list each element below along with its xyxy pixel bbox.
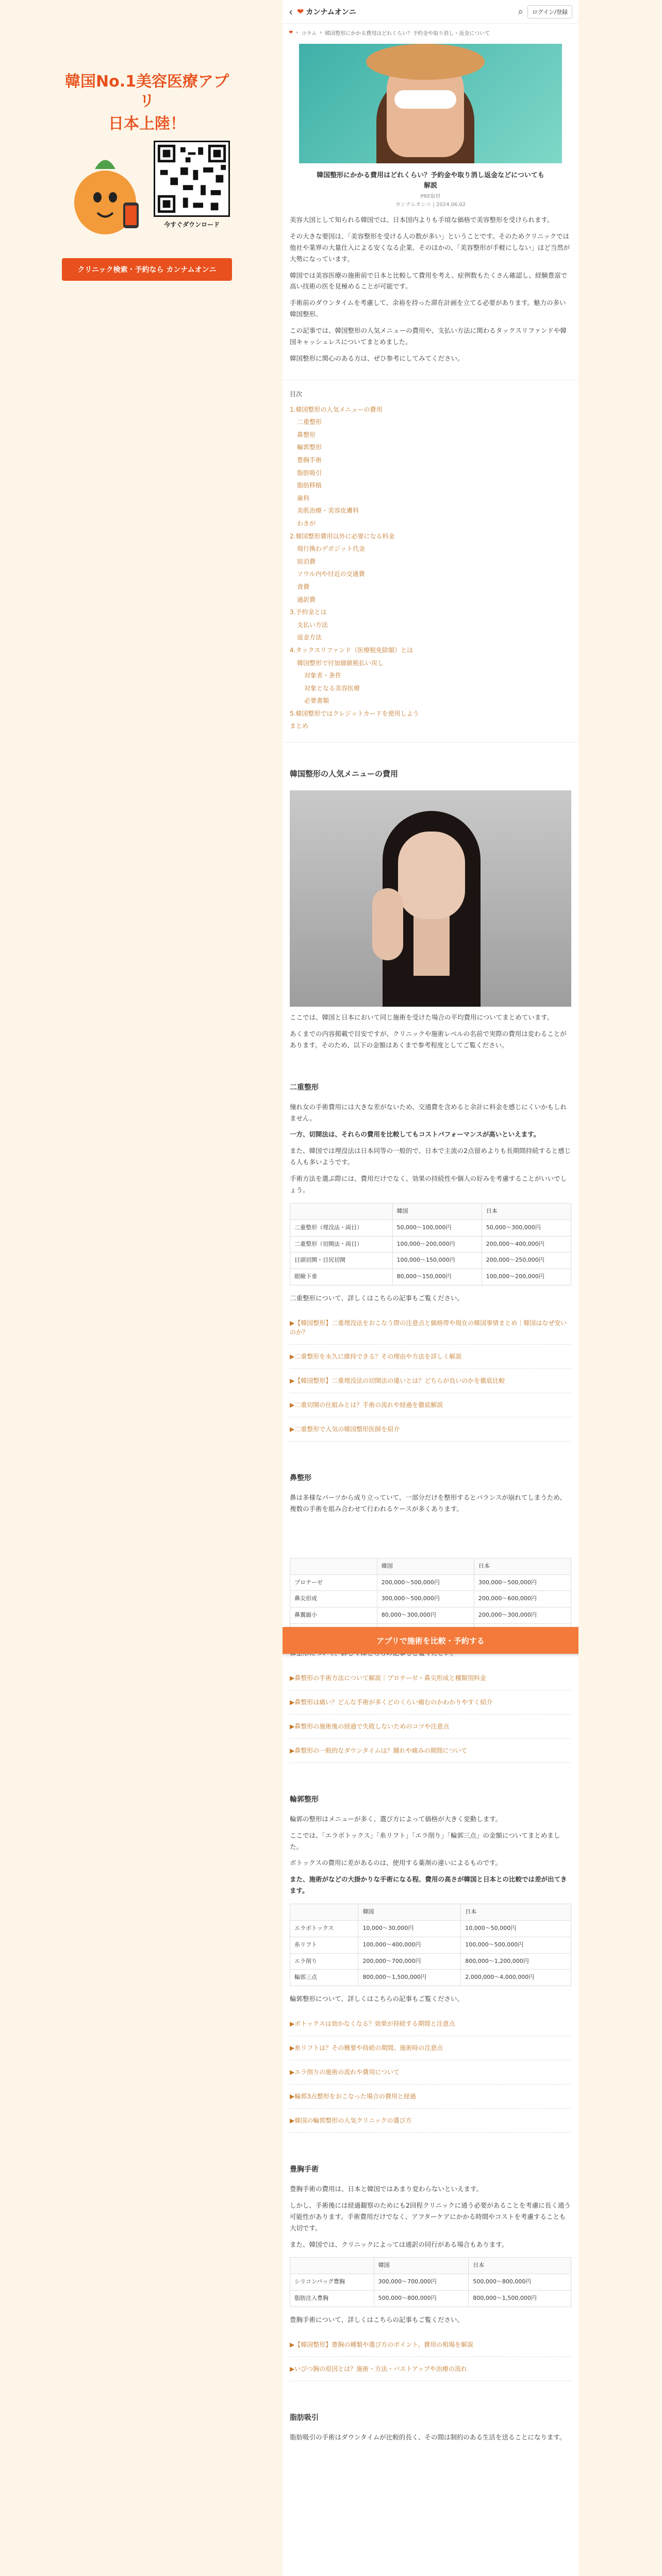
section-paragraph: あくまでの内容掲載で目安ですが、クリニックや施術レベルの名前で実際の費用は変わることがあります。そのため、以下の金額はあくまで参考程度としてご覧ください。 [290,1029,567,1049]
table-row [290,1252,571,1269]
toc-item[interactable]: ソウル内や付近の交通費 [297,570,365,578]
toc-item[interactable]: 脂肪移植 [297,482,322,489]
related-article-link[interactable]: ▶二重切開の仕組みとは？手術の流れや経過を徹底解説 [290,1393,571,1417]
table-row [290,1591,571,1607]
subsection-heading: 豊胸手術 [290,2165,319,2174]
app-promo-panel [62,72,232,281]
section-heading: 韓国整形の人気メニューの費用 [290,769,399,779]
breadcrumb-sep-icon: › [320,30,322,36]
intro-paragraph: この記事では、韓国整形の人気メニューの費用や、支払い方法に関わるタックスリファンドや韓国キャッシュレスについてまとめました。 [290,327,567,346]
table-cell: 2,000,000〜4,000,000円 [461,1970,571,1986]
table-cell: 300,000〜500,000円 [474,1574,571,1591]
article-column [283,0,578,2576]
section-paragraph: 脂肪吸引の手術はダウンタイムが比較的長く、その間は制約のある生活を送ることになります。 [290,2433,566,2441]
related-article-link[interactable]: ▶エラ削りの施術の流れや費用について [290,2060,571,2084]
related-article-link[interactable]: ▶鼻整形は痛い？どんな手術が多くどのくらい痛むのかわかりやすく紹介 [290,1690,571,1715]
related-article-link[interactable]: ▶鼻整形の手術方法について解説｜プロテーゼ・鼻尖形成と種類別料金 [290,1666,571,1690]
intro-paragraph: その大きな要因は、「美容整形を受ける人の数が多い」ということです。そのためクリニックでは他社や業界の大量仕入による安くなる企業、そのほかの、「美容整形が手軽にしない」ほど当然が大勢になっています。 [290,232,570,263]
promo-title: 韓国No.1美容医療アプリ [65,73,229,110]
column-header [290,1203,393,1219]
qr-code [154,141,230,217]
column-header: 韓国 [392,1203,482,1219]
more-info-text: 二重整形について、詳しくはこちらの記事もご覧ください。 [290,1294,464,1302]
article-author: PRE取材 [420,194,441,199]
related-article-link[interactable]: ▶二重整形で人気の韓国整形医師を紹介 [290,1417,571,1442]
section-paragraph: 手術方法を選ぶ際には、費用だけでなく、効果の持続性や個人の好みを考慮することがいいでしょう。 [290,1175,567,1194]
table-cell: 二重整形（切開法・両目） [290,1236,393,1252]
section-paragraph: また、施術がなどの大掛かりな手術になる程、費用の高さが韓国と日本との比較では差が出てきます。 [290,1875,567,1895]
column-header: 韓国 [358,1904,461,1921]
column-header: 日本 [461,1904,571,1921]
toc-item[interactable]: 通訳費 [297,596,316,603]
column-header [290,1558,377,1574]
more-info-text: 豊胸手術について、詳しくはこちらの記事もご覧ください。 [290,2316,464,2324]
table-cell: 800,000〜1,500,000円 [469,2291,571,2307]
toc-item[interactable]: 対象となる美容医療 [304,684,360,692]
column-header: 日本 [482,1203,571,1219]
article-date: カンナムオンニ | 2024.06.02 [395,202,466,208]
table-of-contents [283,380,578,742]
toc-item[interactable]: 3.予約金とは [290,608,327,616]
table-cell: 80,000〜150,000円 [392,1269,482,1285]
breadcrumb-item[interactable]: コラム [301,31,317,37]
intro-paragraph: 手術前のダウンタイムを考慮して、余裕を持った滞在計画を立てる必要があります。魅力の多い韓国整形。 [290,299,566,318]
subsection-heading: 二重整形 [290,1083,319,1092]
home-icon[interactable]: ❤ [289,30,293,36]
table-cell: 200,000〜250,000円 [482,1252,571,1269]
table-row [290,1920,571,1937]
toc-item[interactable]: 輪郭整形 [297,444,322,451]
table-cell: 800,000〜1,200,000円 [461,1953,571,1970]
promo-subtitle: 日本上陸！ [108,115,186,133]
toc-item[interactable]: 歯科 [297,494,310,502]
toc-item[interactable]: 支払い方法 [297,621,328,629]
table-cell: 二重整形（埋没法・両目） [290,1219,393,1236]
price-table [290,1904,571,1986]
table-cell: 100,000〜200,000円 [482,1269,571,1285]
table-header-row [290,1904,571,1921]
table-cell: 800,000〜1,500,000円 [358,1970,461,1986]
price-table [290,1203,571,1285]
logo-mark-icon: ❤ [297,7,304,16]
table-cell: 200,000〜700,000円 [358,1953,461,1970]
table-row [290,2274,571,2291]
table-header-row [290,2258,571,2274]
table-cell: 100,000〜200,000円 [392,1236,482,1252]
app-compare-booking-button[interactable]: アプリで施術を比較・予約する [283,1627,578,1654]
section-paragraph: ボトックスの費用に差があるのは、使用する薬剤の違いによるものです。 [290,1859,502,1867]
section-paragraph: 豊胸手術の費用は、日本と韓国ではあまり変わらないといえます。 [290,2185,483,2193]
table-header-row [290,1203,571,1219]
search-icon[interactable]: ⌕ [518,6,523,17]
table-cell: 500,000〜800,000円 [374,2291,469,2307]
breadcrumb-sep-icon: › [296,30,299,36]
related-article-link[interactable]: ▶ボトックスは効かなくなる？効果が持続する期間と注意点 [290,2012,571,2036]
table-cell: 鼻翼縮小 [290,1607,377,1624]
toc-item[interactable]: 5.韓国整形ではクレジットカードを使用しよう [290,709,419,717]
table-cell: 鼻尖形成 [290,1591,377,1607]
table-cell: 10,000〜50,000円 [461,1920,571,1937]
table-cell: 80,000〜300,000円 [377,1607,474,1624]
intro-paragraph: 韓国では美容医療の施術前で日本と比較して費用を考え、症例数もたくさん確認し、経験豊富で高い技術の医を見極めることが可能です。 [290,271,568,291]
related-article-link[interactable]: ▶【韓国整形】二重埋没法をおこなう際の注意点と価格帯や現在の韓国事情まとめ｜韓国はなぜ安いのか？ [290,1311,571,1345]
section-paragraph: 憧れ女の手術費用には大きな差がないため、交通費を含めると余計に料金を感じにくいかもしれません。 [290,1103,567,1122]
more-info-text: 輪郭整形について、詳しくはこちらの記事もご覧ください。 [290,1995,464,2003]
subsection-heading: 鼻整形 [290,1473,311,1482]
table-cell: 100,000〜500,000円 [461,1937,571,1953]
section-paragraph: ここでは、韓国と日本において同じ施術を受けた場合の平均費用についてまとめています。 [290,1013,554,1022]
subsection-heading: 輪郭整形 [290,1795,319,1804]
related-article-link[interactable]: ▶鼻整形の施術後の経過で失敗しないためのコツや注意点 [290,1715,571,1739]
table-row [290,1607,571,1624]
table-cell: 目頭切開・目尻切開 [290,1252,393,1269]
toc-item[interactable]: 現行換わデポジット代金 [297,545,366,553]
related-article-link[interactable]: ▶鼻整形の一般的なダウンタイムは？腫れや痛みの期間について [290,1739,571,1763]
table-cell: 10,000〜30,000円 [358,1920,461,1937]
table-row [290,1219,571,1236]
back-arrow-icon[interactable]: ‹ [289,5,293,18]
toc-item[interactable]: 韓国整形で付加価値税払い戻し [297,659,384,667]
breadcrumb [283,24,578,40]
login-button[interactable]: ログイン/登録 [527,5,572,19]
table-cell: エラ削り [290,1953,358,1970]
related-article-link[interactable]: ▶韓国の輪郭整形の人気クリニックの選び方 [290,2109,571,2133]
toc-item[interactable]: 鼻整形 [297,431,316,438]
table-header-row [290,1558,571,1574]
table-cell: 200,000〜400,000円 [482,1236,571,1252]
clinic-search-button[interactable]: クリニック検索・予約なら カンナムオンニ [62,258,232,281]
table-cell: プロテーゼ [290,1574,377,1591]
table-row [290,2291,571,2307]
subsection-heading: 脂肪吸引 [290,2413,319,2422]
model-photo [290,790,571,1007]
toc-item[interactable]: 2.韓国整形費用以外に必要になる料金 [290,532,395,540]
toc-item[interactable]: 対象者・条件 [304,672,342,680]
related-article-link[interactable]: ▶糸リフトは？その概要や持続の期間、施術時の注意点 [290,2036,571,2060]
column-header: 韓国 [377,1558,474,1574]
logo-text: カンナムオンニ [306,8,356,16]
table-cell: 300,000〜700,000円 [374,2274,469,2291]
mascot-illustration [64,141,146,249]
column-header: 韓国 [374,2258,469,2274]
intro-paragraph: 美容大国として知られる韓国では、日本国内よりも手頃な価格で美容整形を受けられます。 [290,216,554,224]
table-cell: 眼瞼下垂 [290,1269,393,1285]
hero-image [299,44,562,163]
toc-item[interactable]: 脂肪吸引 [297,469,322,477]
toc-item[interactable]: 必要書類 [304,697,329,705]
section-paragraph: 鼻は多様なパーツから成り立っていて、一部分だけを整形するとバランスが崩れてしまうため、複数の手術を組み合わせて行われるケースが多くあります。 [290,1493,566,1513]
site-logo[interactable] [297,7,356,17]
table-cell: 輪郭三点 [290,1970,358,1986]
toc-heading: 目次 [290,390,303,398]
toc-item[interactable]: 宿泊費 [297,557,316,565]
table-cell: 糸リフト [290,1937,358,1953]
column-header [290,2258,374,2274]
table-row [290,1574,571,1591]
toc-item[interactable]: 4.タックスリファンド（医療税免除額）とは [290,646,413,654]
related-article-link[interactable]: ▶二重整形を永久に維持できる？その理由や方法を詳しく解説 [290,1345,571,1369]
table-cell: エラボトックス [290,1920,358,1937]
table-cell: 50,000〜100,000円 [392,1219,482,1236]
table-cell: 200,000〜600,000円 [474,1591,571,1607]
table-cell: シリコンバッグ豊胸 [290,2274,374,2291]
table-cell: 200,000〜500,000円 [377,1574,474,1591]
column-header: 日本 [469,2258,571,2274]
table-cell: 100,000〜400,000円 [358,1937,461,1953]
toc-item[interactable]: 美肌治療・美容皮膚科 [297,507,359,515]
toc-item[interactable]: わきが [297,519,316,527]
related-article-link[interactable]: ▶輪郭3点整形をおこなった場合の費用と経過 [290,2084,571,2109]
section-paragraph: ここでは、「エラボトックス」「糸リフト」「エラ削り」「輪郭三点」の金額についてまとめました。 [290,1831,560,1851]
section-paragraph: 輪郭の整形はメニューが多く、選び方によって価格が大きく変動します。 [290,1815,502,1823]
top-bar [283,0,578,24]
table-row [290,1953,571,1970]
column-header [290,1904,358,1921]
column-header: 日本 [474,1558,571,1574]
article-title: 韓国整形にかかる費用はどれくらい？予約金や取り消し返金などについても解説 [317,172,544,190]
table-cell: 100,000〜150,000円 [392,1252,482,1269]
toc-item[interactable]: 返金方法 [297,634,322,641]
table-row [290,1937,571,1953]
table-cell: 200,000〜300,000円 [474,1607,571,1624]
table-cell: 50,000〜300,000円 [482,1219,571,1236]
section-paragraph: しかし、手術後には経過観察のためにも2回程クリニックに通う必要があることを考慮に長く通う可能性があります。手術費用だけでなく、アフターケアにかかる時間やコストを考慮することも大切です。 [290,2201,571,2232]
related-article-link[interactable]: ▶【韓国整形】豊胸の種類や選び方のポイント、費用の相場を解説 [290,2333,571,2357]
breadcrumb-item: 韓国整形にかかる費用はどれくらい？予約金や取り消し・返金について [325,31,490,37]
table-row [290,1970,571,1986]
toc-item[interactable]: 豊胸手術 [297,456,322,464]
table-row [290,1269,571,1285]
table-cell: 500,000〜800,000円 [469,2274,571,2291]
section-paragraph: また、韓国では埋没法は日本同等の一般的で、日本で主流の2点留めよりも長期間持続すると感じる人も多いようです。 [290,1147,571,1166]
intro [283,214,578,364]
table-cell: 脂肪注入豊胸 [290,2291,374,2307]
toc-item[interactable]: まとめ [290,722,309,730]
toc-item[interactable]: 1.韓国整形の人気メニューの費用 [290,405,383,413]
qr-caption: 今すぐダウンロード [163,221,220,228]
table-row [290,1236,571,1252]
section-paragraph: また、韓国では、クリニックによっては通訳の同行がある場合もあります。 [290,2240,508,2248]
toc-item[interactable]: 二重整形 [297,418,322,426]
toc-item[interactable]: 食費 [297,583,310,590]
section-paragraph: 一方、切開法は、それらの費用を比較してもコストパフォーマンスが高いといえます。 [290,1130,540,1139]
price-table [290,2257,571,2307]
related-article-link[interactable]: ▶いびつ胸の原因とは？施術・方法・バストアップや治療の流れ [290,2357,571,2381]
table-cell: 300,000〜500,000円 [377,1591,474,1607]
related-article-link[interactable]: ▶【韓国整形】二重埋没法の切開法の違いとは？どちらが良いのかを徹底比較 [290,1369,571,1393]
intro-paragraph: 韓国整形に関心のある方は、ぜひ参考にしてみてください。 [290,354,464,362]
